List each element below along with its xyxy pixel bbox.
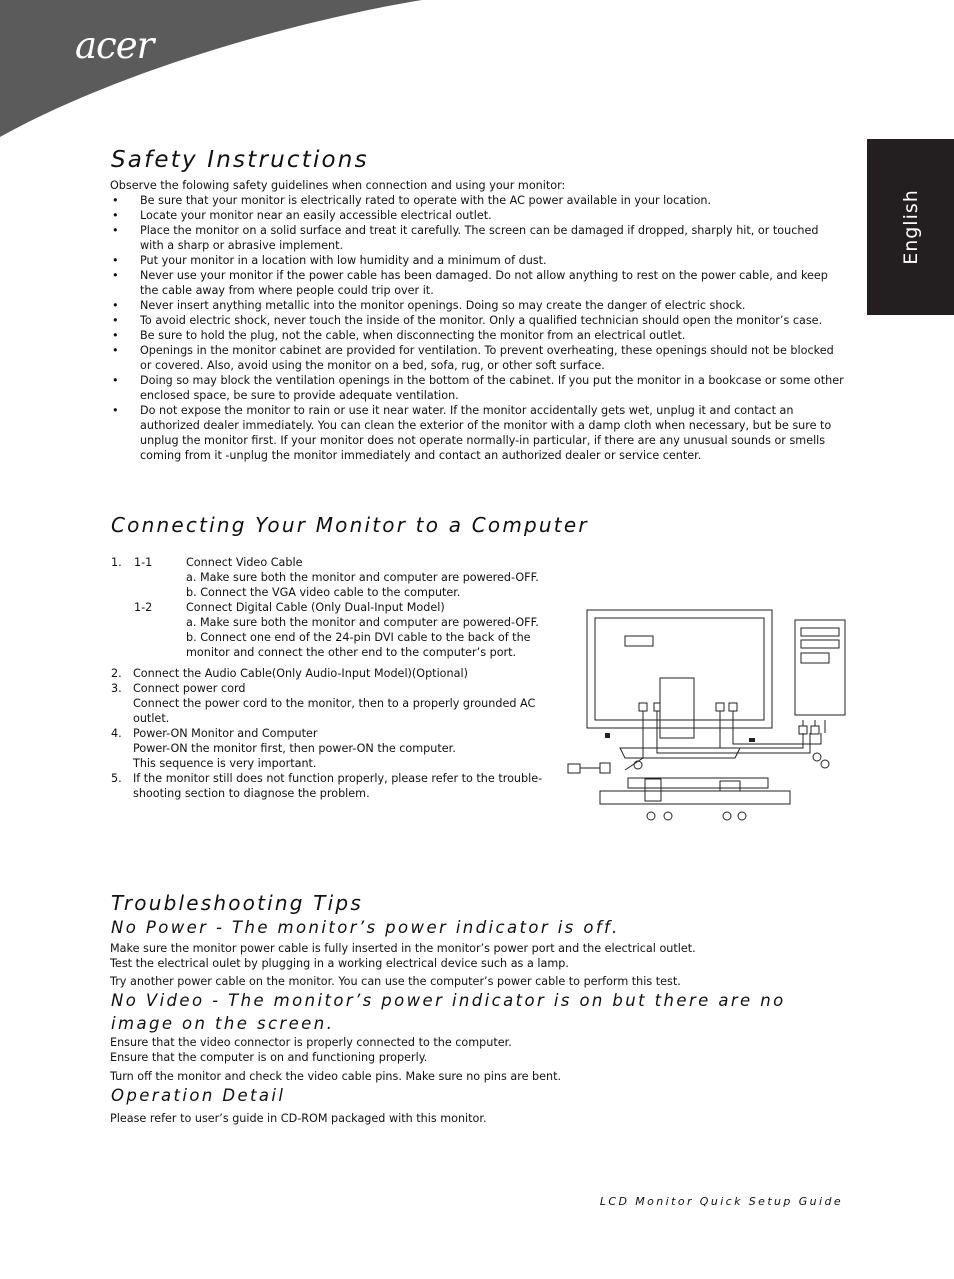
operation-detail-heading: Operation Detail <box>111 1086 286 1105</box>
list-item: • Be sure to hold the plug, not the cable, when disconnecting the monitor from an electrical outlet. <box>110 328 845 343</box>
step-4-line1: Power-ON the monitor first, then power-ON the computer. <box>133 742 456 755</box>
step-1-2-b-line2: monitor and connect the other end to the computer’s port. <box>186 646 517 659</box>
step-4-title: Power-ON Monitor and Computer <box>133 727 318 740</box>
step-5-number: 5. <box>111 772 122 785</box>
list-item: • Never insert anything metallic into the monitor openings. Doing so may create the danger of electric shock. <box>110 298 845 313</box>
troubleshooting-title: Troubleshooting Tips <box>111 891 363 915</box>
step-1-2-number: 1-2 <box>134 601 153 614</box>
safety-list <box>110 193 845 463</box>
step-1-1-a: a. Make sure both the monitor and computer are powered-OFF. <box>186 571 539 584</box>
step-4-line2: This sequence is very important. <box>133 757 317 770</box>
step-1-1-b: b. Connect the VGA video cable to the computer. <box>186 586 461 599</box>
step-3-line2: outlet. <box>133 712 170 725</box>
no-power-line-2: Test the electrical oulet by plugging in a working electrical device such as a lamp. <box>110 957 569 970</box>
no-video-line-3: Turn off the monitor and check the video cable pins. Make sure no pins are bent. <box>110 1070 562 1083</box>
list-item: • Put your monitor in a location with low humidity and a minimum of dust. <box>110 253 845 268</box>
step-5-line2: shooting section to diagnose the problem. <box>133 787 370 800</box>
list-item: • Place the monitor on a solid surface and treat it carefully. The screen can be damaged if dropped, sharply hit, or touched with a sharp or abrasive implement. <box>110 223 845 253</box>
no-video-line-1: Ensure that the video connector is properly connected to the computer. <box>110 1036 512 1049</box>
list-item: • To avoid electric shock, never touch the inside of the monitor. Only a qualified technician should open the monitor’s case. <box>110 313 845 328</box>
acer-logo: acer <box>75 24 154 67</box>
footer-guide-title: LCD Monitor Quick Setup Guide <box>599 1195 843 1208</box>
list-item: • Do not expose the monitor to rain or use it near water. If the monitor accidentally gets wet, unplug it and contact an authorized dealer immediately. You can clean the exterior of the monitor with a damp cloth when necessary, but be sure to unplug the monitor first. If your monitor does not operate normally-in particular, if there are any unusual sounds or smells coming from it -unplug the monitor immediately and contact an authorized dealer or service center. <box>110 403 845 463</box>
no-video-heading-line2: image on the screen. <box>111 1014 335 1033</box>
safety-title: Safety Instructions <box>111 147 369 173</box>
step-5-line1: If the monitor still does not function properly, please refer to the trouble- <box>133 772 543 785</box>
step-4-number: 4. <box>111 727 122 740</box>
operation-detail-line: Please refer to user’s guide in CD-ROM packaged with this monitor. <box>110 1112 487 1125</box>
no-power-heading: No Power - The monitor’s power indicator is off. <box>111 918 620 937</box>
list-item: • Doing so may block the ventilation openings in the bottom of the cabinet. If you put the monitor in a bookcase or some other enclosed space, be sure to provide adequate ventilation. <box>110 373 845 403</box>
connection-diagram <box>565 608 850 823</box>
header-swoosh <box>0 0 430 140</box>
step-1-2-a: a. Make sure both the monitor and computer are powered-OFF. <box>186 616 539 629</box>
step-2-number: 2. <box>111 667 122 680</box>
language-tab <box>867 139 954 315</box>
step-1-number: 1. <box>111 556 122 569</box>
no-power-line-1: Make sure the monitor power cable is fully inserted in the monitor’s power port and the electrical outlet. <box>110 942 696 955</box>
connecting-title: Connecting Your Monitor to a Computer <box>111 513 589 537</box>
list-item: • Never use your monitor if the power cable has been damaged. Do not allow anything to rest on the power cable, and keep the cable away from where people could trip over it. <box>110 268 845 298</box>
list-item: • Be sure that your monitor is electrically rated to operate with the AC power available in your location. <box>110 193 845 208</box>
language-tab-label: English <box>899 189 922 265</box>
step-3-line1: Connect the power cord to the monitor, then to a properly grounded AC <box>133 697 536 710</box>
step-2-text: Connect the Audio Cable(Only Audio-Input Model)(Optional) <box>133 667 468 680</box>
step-1-1-title: Connect Video Cable <box>186 556 303 569</box>
safety-intro: Observe the folowing safety guidelines when connection and using your monitor: <box>110 179 566 192</box>
list-item: • Locate your monitor near an easily accessible electrical outlet. <box>110 208 845 223</box>
step-1-2-b-line1: b. Connect one end of the 24-pin DVI cable to the back of the <box>186 631 531 644</box>
step-1-1-number: 1-1 <box>134 556 153 569</box>
list-item: • Openings in the monitor cabinet are provided for ventilation. To prevent overheating, these openings should not be blocked or covered. Also, avoid using the monitor on a bed, sofa, rug, or other soft surface. <box>110 343 845 373</box>
step-3-number: 3. <box>111 682 122 695</box>
no-video-heading-line1: No Video - The monitor’s power indicator is on but there are no <box>111 991 786 1010</box>
no-video-line-2: Ensure that the computer is on and functioning properly. <box>110 1051 428 1064</box>
no-power-line-3: Try another power cable on the monitor. You can use the computer’s power cable to perform this test. <box>110 975 681 988</box>
step-1-2-title: Connect Digital Cable (Only Dual-Input Model) <box>186 601 445 614</box>
step-3-title: Connect power cord <box>133 682 246 695</box>
